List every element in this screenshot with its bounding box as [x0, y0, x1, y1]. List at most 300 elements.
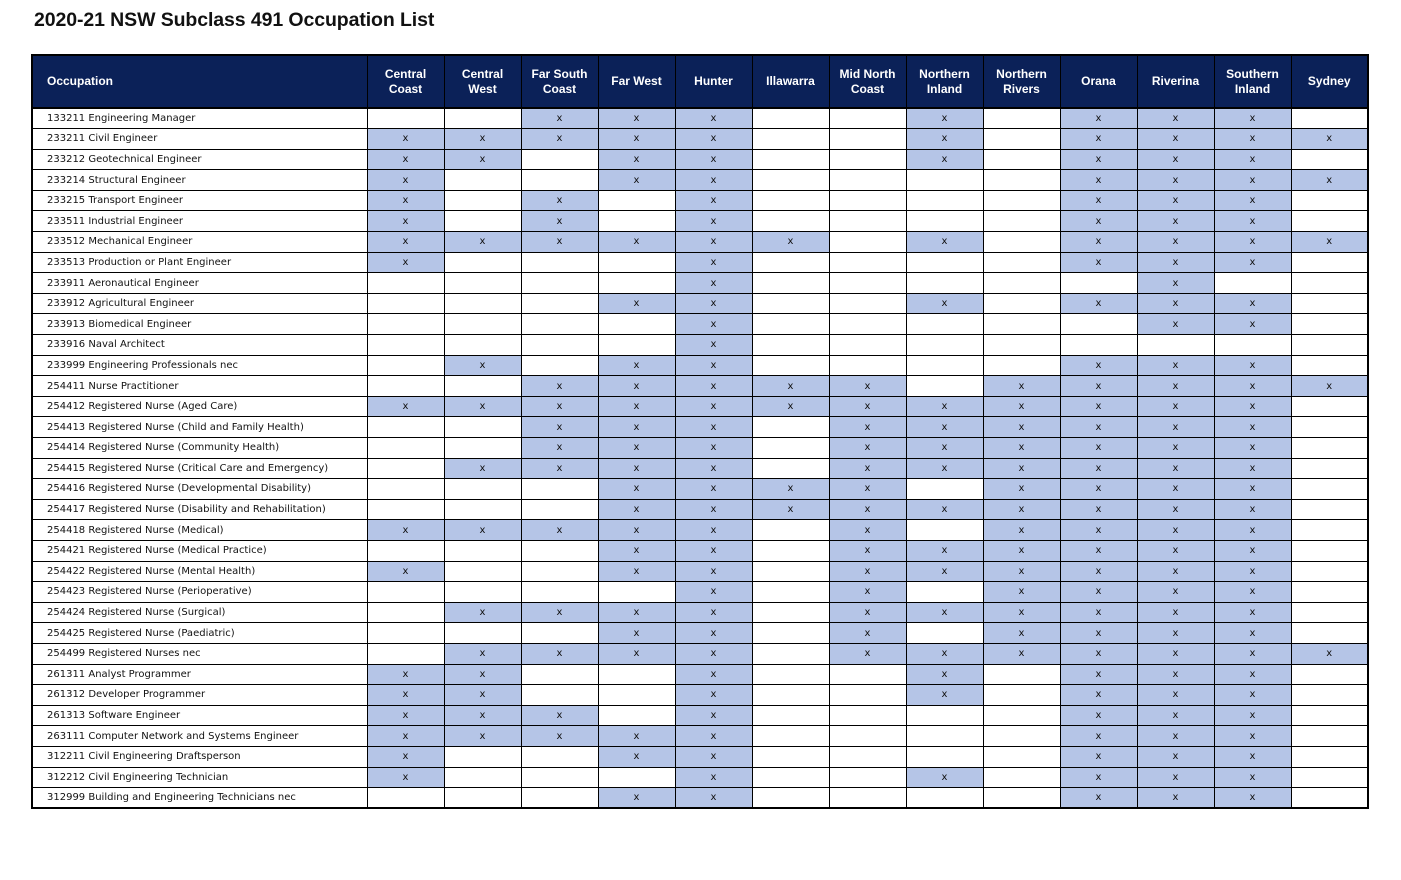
region-empty-cell	[367, 273, 444, 294]
region-mark-cell: x	[906, 232, 983, 253]
region-mark-cell: x	[675, 293, 752, 314]
region-empty-cell	[367, 623, 444, 644]
region-mark-cell: x	[1060, 376, 1137, 397]
region-empty-cell	[367, 438, 444, 459]
region-empty-cell	[521, 623, 598, 644]
region-mark-cell: x	[983, 479, 1060, 500]
region-mark-cell: x	[598, 458, 675, 479]
region-empty-cell	[1291, 746, 1368, 767]
occupation-cell: 233511 Industrial Engineer	[32, 211, 367, 232]
region-empty-cell	[598, 252, 675, 273]
region-empty-cell	[983, 726, 1060, 747]
region-mark-cell: x	[829, 499, 906, 520]
region-mark-cell: x	[1214, 479, 1291, 500]
region-empty-cell	[444, 376, 521, 397]
region-empty-cell	[752, 705, 829, 726]
region-mark-cell: x	[906, 108, 983, 129]
region-mark-cell: x	[1214, 149, 1291, 170]
region-mark-cell: x	[521, 129, 598, 150]
region-mark-cell: x	[1060, 417, 1137, 438]
region-mark-cell: x	[598, 623, 675, 644]
region-empty-cell	[983, 252, 1060, 273]
region-empty-cell	[1060, 273, 1137, 294]
region-mark-cell: x	[1214, 458, 1291, 479]
region-mark-cell: x	[1060, 582, 1137, 603]
region-empty-cell	[444, 499, 521, 520]
region-empty-cell	[906, 582, 983, 603]
region-empty-cell	[829, 232, 906, 253]
region-empty-cell	[367, 108, 444, 129]
region-mark-cell: x	[906, 540, 983, 561]
region-mark-cell: x	[829, 376, 906, 397]
region-empty-cell	[906, 376, 983, 397]
region-mark-cell: x	[1214, 499, 1291, 520]
region-mark-cell: x	[675, 788, 752, 809]
region-empty-cell	[521, 499, 598, 520]
region-empty-cell	[906, 705, 983, 726]
region-empty-cell	[906, 479, 983, 500]
region-mark-cell: x	[1060, 602, 1137, 623]
region-mark-cell: x	[598, 520, 675, 541]
column-header-region: Far West	[598, 55, 675, 108]
region-empty-cell	[829, 726, 906, 747]
region-empty-cell	[906, 520, 983, 541]
region-mark-cell: x	[983, 602, 1060, 623]
region-mark-cell: x	[521, 211, 598, 232]
region-mark-cell: x	[367, 252, 444, 273]
region-mark-cell: x	[1137, 726, 1214, 747]
region-empty-cell	[444, 417, 521, 438]
region-mark-cell: x	[1137, 355, 1214, 376]
occupation-cell: 233913 Biomedical Engineer	[32, 314, 367, 335]
region-mark-cell: x	[906, 438, 983, 459]
table-row	[32, 458, 1368, 479]
table-row	[32, 623, 1368, 644]
region-empty-cell	[521, 685, 598, 706]
occupation-cell: 233212 Geotechnical Engineer	[32, 149, 367, 170]
region-mark-cell: x	[367, 232, 444, 253]
occupation-cell: 261313 Software Engineer	[32, 705, 367, 726]
region-mark-cell: x	[444, 129, 521, 150]
region-empty-cell	[906, 252, 983, 273]
region-mark-cell: x	[1291, 643, 1368, 664]
region-empty-cell	[367, 479, 444, 500]
region-empty-cell	[906, 170, 983, 191]
region-mark-cell: x	[906, 129, 983, 150]
region-mark-cell: x	[906, 499, 983, 520]
region-empty-cell	[1060, 314, 1137, 335]
region-mark-cell: x	[367, 705, 444, 726]
region-mark-cell: x	[1060, 499, 1137, 520]
occupation-cell: 254424 Registered Nurse (Surgical)	[32, 602, 367, 623]
region-mark-cell: x	[675, 685, 752, 706]
region-mark-cell: x	[1214, 540, 1291, 561]
region-mark-cell: x	[598, 170, 675, 191]
region-mark-cell: x	[1291, 129, 1368, 150]
region-mark-cell: x	[1137, 746, 1214, 767]
region-mark-cell: x	[829, 623, 906, 644]
region-mark-cell: x	[444, 643, 521, 664]
region-mark-cell: x	[367, 726, 444, 747]
region-empty-cell	[752, 685, 829, 706]
region-mark-cell: x	[367, 746, 444, 767]
table-row	[32, 602, 1368, 623]
region-empty-cell	[521, 170, 598, 191]
region-mark-cell: x	[521, 417, 598, 438]
region-mark-cell: x	[675, 438, 752, 459]
region-mark-cell: x	[829, 582, 906, 603]
region-mark-cell: x	[598, 376, 675, 397]
region-mark-cell: x	[983, 643, 1060, 664]
table-row	[32, 149, 1368, 170]
region-empty-cell	[521, 582, 598, 603]
region-mark-cell: x	[521, 705, 598, 726]
region-empty-cell	[521, 540, 598, 561]
region-mark-cell: x	[1060, 293, 1137, 314]
region-mark-cell: x	[521, 602, 598, 623]
region-empty-cell	[444, 211, 521, 232]
occupation-cell: 254423 Registered Nurse (Perioperative)	[32, 582, 367, 603]
occupation-cell: 233999 Engineering Professionals nec	[32, 355, 367, 376]
region-empty-cell	[598, 705, 675, 726]
region-mark-cell: x	[1137, 561, 1214, 582]
occupation-cell: 254421 Registered Nurse (Medical Practice)	[32, 540, 367, 561]
region-mark-cell: x	[1060, 396, 1137, 417]
occupation-cell: 233211 Civil Engineer	[32, 129, 367, 150]
region-empty-cell	[444, 582, 521, 603]
region-mark-cell: x	[598, 355, 675, 376]
table-row	[32, 355, 1368, 376]
region-empty-cell	[444, 293, 521, 314]
region-mark-cell: x	[675, 602, 752, 623]
region-mark-cell: x	[675, 129, 752, 150]
region-mark-cell: x	[983, 540, 1060, 561]
occupation-cell: 254411 Nurse Practitioner	[32, 376, 367, 397]
region-empty-cell	[829, 211, 906, 232]
region-mark-cell: x	[1060, 788, 1137, 809]
region-empty-cell	[1291, 623, 1368, 644]
region-mark-cell: x	[675, 726, 752, 747]
region-mark-cell: x	[675, 314, 752, 335]
region-mark-cell: x	[675, 643, 752, 664]
region-empty-cell	[444, 252, 521, 273]
region-mark-cell: x	[521, 438, 598, 459]
region-empty-cell	[598, 664, 675, 685]
region-mark-cell: x	[1060, 643, 1137, 664]
region-empty-cell	[752, 458, 829, 479]
region-empty-cell	[752, 438, 829, 459]
region-mark-cell: x	[675, 149, 752, 170]
region-mark-cell: x	[906, 149, 983, 170]
region-mark-cell: x	[1214, 767, 1291, 788]
table-row	[32, 211, 1368, 232]
region-mark-cell: x	[906, 643, 983, 664]
region-mark-cell: x	[983, 561, 1060, 582]
region-mark-cell: x	[752, 479, 829, 500]
region-mark-cell: x	[598, 602, 675, 623]
occupation-cell: 233215 Transport Engineer	[32, 190, 367, 211]
region-empty-cell	[444, 561, 521, 582]
region-mark-cell: x	[1214, 726, 1291, 747]
region-empty-cell	[906, 190, 983, 211]
region-mark-cell: x	[1214, 129, 1291, 150]
region-empty-cell	[598, 335, 675, 356]
region-mark-cell: x	[1214, 643, 1291, 664]
occupation-cell: 233513 Production or Plant Engineer	[32, 252, 367, 273]
region-empty-cell	[367, 417, 444, 438]
region-empty-cell	[752, 746, 829, 767]
region-mark-cell: x	[367, 190, 444, 211]
region-mark-cell: x	[1137, 314, 1214, 335]
region-mark-cell: x	[444, 520, 521, 541]
region-empty-cell	[829, 129, 906, 150]
region-empty-cell	[829, 293, 906, 314]
region-mark-cell: x	[1214, 438, 1291, 459]
region-empty-cell	[1291, 582, 1368, 603]
region-empty-cell	[829, 685, 906, 706]
region-mark-cell: x	[1214, 788, 1291, 809]
region-mark-cell: x	[1214, 108, 1291, 129]
region-empty-cell	[598, 685, 675, 706]
region-empty-cell	[1291, 211, 1368, 232]
region-mark-cell: x	[675, 252, 752, 273]
region-mark-cell: x	[1214, 417, 1291, 438]
region-mark-cell: x	[444, 149, 521, 170]
region-empty-cell	[983, 746, 1060, 767]
region-mark-cell: x	[983, 582, 1060, 603]
region-mark-cell: x	[1060, 623, 1137, 644]
region-empty-cell	[1291, 355, 1368, 376]
region-empty-cell	[1137, 335, 1214, 356]
table-row	[32, 788, 1368, 809]
table-row	[32, 520, 1368, 541]
region-empty-cell	[906, 314, 983, 335]
region-empty-cell	[1291, 520, 1368, 541]
region-mark-cell: x	[444, 602, 521, 623]
region-mark-cell: x	[675, 396, 752, 417]
region-empty-cell	[367, 582, 444, 603]
occupation-cell: 312211 Civil Engineering Draftsperson	[32, 746, 367, 767]
region-mark-cell: x	[1137, 211, 1214, 232]
region-empty-cell	[367, 355, 444, 376]
region-mark-cell: x	[1214, 293, 1291, 314]
region-mark-cell: x	[444, 664, 521, 685]
region-empty-cell	[983, 273, 1060, 294]
table-row	[32, 540, 1368, 561]
region-empty-cell	[829, 705, 906, 726]
region-empty-cell	[444, 746, 521, 767]
region-mark-cell: x	[906, 417, 983, 438]
region-empty-cell	[983, 314, 1060, 335]
region-mark-cell: x	[598, 417, 675, 438]
region-mark-cell: x	[1137, 149, 1214, 170]
region-mark-cell: x	[983, 499, 1060, 520]
region-mark-cell: x	[829, 396, 906, 417]
region-mark-cell: x	[444, 355, 521, 376]
table-row	[32, 396, 1368, 417]
region-mark-cell: x	[675, 705, 752, 726]
region-empty-cell	[983, 232, 1060, 253]
region-mark-cell: x	[1137, 705, 1214, 726]
region-mark-cell: x	[829, 479, 906, 500]
region-mark-cell: x	[675, 170, 752, 191]
region-empty-cell	[444, 170, 521, 191]
region-mark-cell: x	[983, 417, 1060, 438]
region-empty-cell	[752, 417, 829, 438]
region-mark-cell: x	[444, 705, 521, 726]
table-row	[32, 643, 1368, 664]
region-empty-cell	[752, 190, 829, 211]
column-header-region: Southern Inland	[1214, 55, 1291, 108]
region-empty-cell	[1291, 499, 1368, 520]
table-row	[32, 479, 1368, 500]
occupation-cell: 233512 Mechanical Engineer	[32, 232, 367, 253]
region-empty-cell	[752, 643, 829, 664]
region-mark-cell: x	[983, 376, 1060, 397]
region-empty-cell	[1291, 273, 1368, 294]
region-mark-cell: x	[675, 582, 752, 603]
region-empty-cell	[521, 314, 598, 335]
region-mark-cell: x	[1214, 355, 1291, 376]
region-empty-cell	[521, 335, 598, 356]
column-header-occupation: Occupation	[32, 55, 367, 108]
region-mark-cell: x	[1137, 417, 1214, 438]
occupation-cell: 233912 Agricultural Engineer	[32, 293, 367, 314]
table-row	[32, 252, 1368, 273]
region-mark-cell: x	[829, 602, 906, 623]
region-mark-cell: x	[1060, 479, 1137, 500]
region-mark-cell: x	[829, 438, 906, 459]
region-mark-cell: x	[1214, 664, 1291, 685]
region-empty-cell	[444, 767, 521, 788]
column-header-region: Sydney	[1291, 55, 1368, 108]
region-mark-cell: x	[675, 108, 752, 129]
region-mark-cell: x	[1137, 540, 1214, 561]
region-mark-cell: x	[521, 232, 598, 253]
occupation-cell: 254414 Registered Nurse (Community Health)	[32, 438, 367, 459]
region-mark-cell: x	[1060, 438, 1137, 459]
occupation-cell: 233911 Aeronautical Engineer	[32, 273, 367, 294]
region-mark-cell: x	[675, 499, 752, 520]
region-mark-cell: x	[598, 726, 675, 747]
region-mark-cell: x	[675, 561, 752, 582]
region-mark-cell: x	[521, 396, 598, 417]
region-mark-cell: x	[1060, 746, 1137, 767]
region-mark-cell: x	[1137, 190, 1214, 211]
region-mark-cell: x	[1137, 499, 1214, 520]
region-mark-cell: x	[521, 520, 598, 541]
column-header-region: Northern Inland	[906, 55, 983, 108]
region-empty-cell	[906, 355, 983, 376]
region-mark-cell: x	[1214, 211, 1291, 232]
region-empty-cell	[1214, 273, 1291, 294]
region-empty-cell	[1291, 458, 1368, 479]
region-mark-cell: x	[367, 396, 444, 417]
region-empty-cell	[906, 335, 983, 356]
region-mark-cell: x	[675, 211, 752, 232]
region-mark-cell: x	[598, 293, 675, 314]
region-empty-cell	[444, 190, 521, 211]
table-row	[32, 273, 1368, 294]
region-mark-cell: x	[367, 149, 444, 170]
region-mark-cell: x	[906, 767, 983, 788]
region-mark-cell: x	[1137, 664, 1214, 685]
table-row	[32, 190, 1368, 211]
region-empty-cell	[521, 479, 598, 500]
region-mark-cell: x	[829, 520, 906, 541]
occupation-cell: 233214 Structural Engineer	[32, 170, 367, 191]
page-title: 2020-21 NSW Subclass 491 Occupation List	[34, 9, 435, 31]
table-row	[32, 376, 1368, 397]
region-empty-cell	[983, 355, 1060, 376]
table-row	[32, 293, 1368, 314]
region-mark-cell: x	[1214, 314, 1291, 335]
region-mark-cell: x	[598, 746, 675, 767]
region-empty-cell	[444, 479, 521, 500]
region-empty-cell	[752, 314, 829, 335]
occupation-cell: 254413 Registered Nurse (Child and Family Health)	[32, 417, 367, 438]
table-row	[32, 746, 1368, 767]
region-empty-cell	[521, 273, 598, 294]
region-empty-cell	[367, 540, 444, 561]
region-mark-cell: x	[1137, 376, 1214, 397]
region-mark-cell: x	[1214, 561, 1291, 582]
region-mark-cell: x	[752, 499, 829, 520]
region-mark-cell: x	[1060, 664, 1137, 685]
region-mark-cell: x	[598, 643, 675, 664]
region-empty-cell	[983, 664, 1060, 685]
region-empty-cell	[1291, 190, 1368, 211]
region-mark-cell: x	[598, 479, 675, 500]
region-empty-cell	[829, 788, 906, 809]
occupation-cell: 254412 Registered Nurse (Aged Care)	[32, 396, 367, 417]
region-empty-cell	[829, 335, 906, 356]
region-mark-cell: x	[598, 149, 675, 170]
region-mark-cell: x	[829, 458, 906, 479]
region-empty-cell	[367, 499, 444, 520]
region-mark-cell: x	[1137, 582, 1214, 603]
region-mark-cell: x	[367, 129, 444, 150]
region-mark-cell: x	[1060, 726, 1137, 747]
region-empty-cell	[752, 129, 829, 150]
region-mark-cell: x	[1214, 520, 1291, 541]
region-mark-cell: x	[1137, 273, 1214, 294]
region-empty-cell	[521, 149, 598, 170]
region-mark-cell: x	[521, 726, 598, 747]
region-empty-cell	[367, 376, 444, 397]
region-mark-cell: x	[1060, 705, 1137, 726]
region-empty-cell	[829, 170, 906, 191]
region-mark-cell: x	[1060, 520, 1137, 541]
region-empty-cell	[1291, 561, 1368, 582]
region-empty-cell	[444, 273, 521, 294]
table-row	[32, 726, 1368, 747]
region-mark-cell: x	[1214, 623, 1291, 644]
region-empty-cell	[752, 520, 829, 541]
region-mark-cell: x	[675, 520, 752, 541]
region-mark-cell: x	[367, 211, 444, 232]
occupation-table	[31, 54, 1369, 809]
occupation-cell: 261311 Analyst Programmer	[32, 664, 367, 685]
region-mark-cell: x	[1214, 746, 1291, 767]
region-mark-cell: x	[1137, 232, 1214, 253]
region-mark-cell: x	[1137, 520, 1214, 541]
region-empty-cell	[829, 355, 906, 376]
region-mark-cell: x	[1060, 170, 1137, 191]
region-mark-cell: x	[1137, 252, 1214, 273]
region-empty-cell	[906, 273, 983, 294]
region-mark-cell: x	[675, 746, 752, 767]
